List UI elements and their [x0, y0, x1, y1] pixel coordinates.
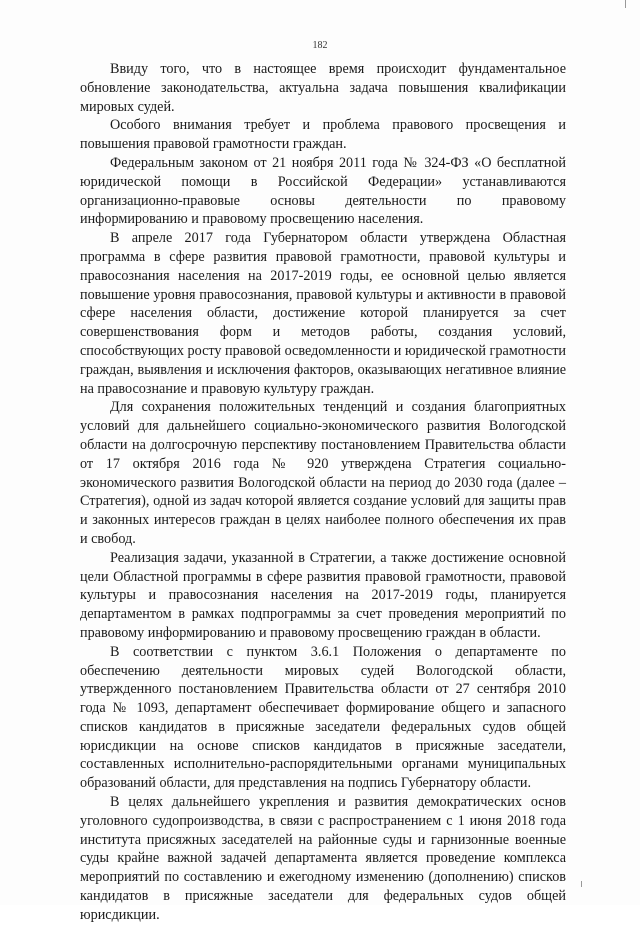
document-body: [80, 60, 566, 925]
paragraph: В целях дальнейшего укрепления и развития демократических основ уголовного судопроизводства, в связи с распространением с 1 июня 2018 года института присяжных заседателей на районные суды и гарнизонные военные суды крайне важной задачей департамента является проведение комплекса мероприятий по составлению и ежегодному изменению (дополнению) списков кандидатов в присяжные заседатели для федеральных судов общей юрисдикции.: [80, 794, 566, 923]
paragraph: В соответствии с пунктом 3.6.1 Положения о департаменте по обеспечению деятельности мировых судей Вологодской области, утвержденного постановлением Правительства области от 27 сентября 2010 года № 1093, департамент обеспечивает формирование общего и запасного списков кандидатов в присяжные заседатели федеральных судов общей юрисдикции на основе списков кандидатов в присяжные заседатели, составленных исполнительно-распорядительными органами муниципальных образований области, для представления на подпись Губернатору области.: [80, 643, 566, 792]
paragraph: В апреле 2017 года Губернатором области утверждена Областная программа в сфере развития правовой грамотности, правовой культуры и правосознания населения на 2017-2019 годы, ее основной целью является повышение уровня правосознания, правовой культуры и активности в правовой сфере населения области, достижение которой планируется за счет совершенствования форм и методов работы, создания условий, способствующих росту правовой осведомленности и юридической грамотности граждан, выявления и исключения факторов, оказывающих негативное влияние на правосознание и правовую культуру граждан.: [80, 230, 566, 397]
paragraph: Особого внимания требует и проблема правового просвещения и повышения правовой грамотности граждан.: [80, 117, 566, 153]
paragraph: Федеральным законом от 21 ноября 2011 года № 324-ФЗ «О бесплатной юридической помощи в Российской Федерации» устанавливаются организационно-правовые основы деятельности по правовому информированию и правовому просвещению населения.: [80, 154, 566, 228]
paragraph: Ввиду того, что в настоящее время происходит фундаментальное обновление законодательства, актуальна задача повышения квалификации мировых судей.: [80, 61, 566, 115]
paragraph: Для сохранения положительных тенденций и создания благоприятных условий для дальнейшего социально-экономического развития Вологодской области на долгосрочную перспективу постановлением Правительства области от 17 октября 2016 года № 920 утверждена Стратегия социально-экономического развития Вологодской области на период до 2030 года (далее – Стратегия), одной из задач которой является создание условий для защиты прав и законных интересов граждан в целях наиболее полного обеспечения их прав и свобод.: [80, 399, 566, 547]
page-number: 182: [312, 40, 328, 51]
scan-edge-mark: [625, 0, 626, 8]
scan-edge-mark: [581, 881, 582, 887]
paragraph: Реализация задачи, указанной в Стратегии, а также достижение основной цели Областной программы в сфере развития правовой грамотности, правовой культуры и правосознания населения на 2017-2019 годы, планируется департаментом в рамках подпрограммы за счет проведения мероприятий по правовому информированию и правовому просвещению граждан в области.: [80, 549, 566, 641]
